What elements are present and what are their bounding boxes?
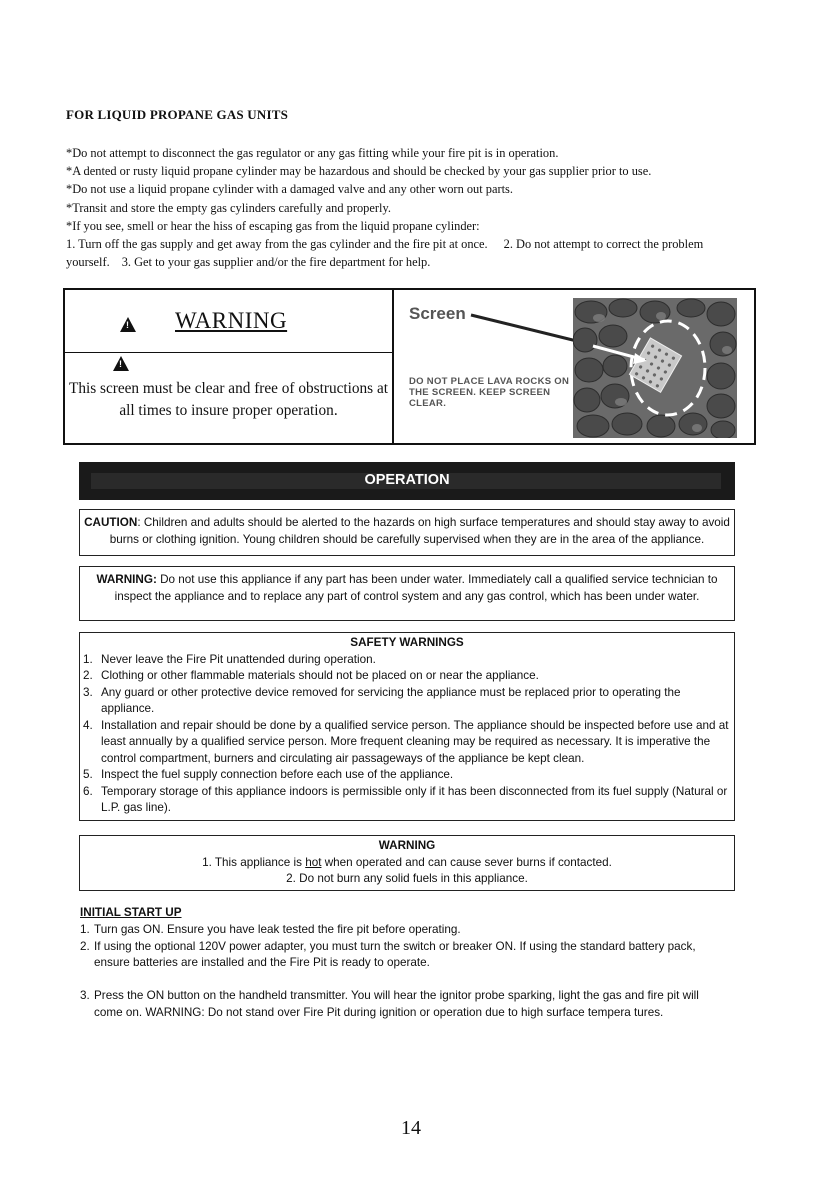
propane-step-3: 3. Get to your gas supplier and/or the fire department for help.	[121, 255, 431, 270]
warning-triangle-icon	[113, 356, 129, 371]
hot-word: hot	[305, 855, 322, 869]
item-number: 2.	[83, 669, 93, 682]
list-item	[80, 939, 720, 972]
propane-heading: FOR LIQUID PROPANE GAS UNITS	[66, 107, 289, 122]
warning-triangle-icon	[120, 317, 136, 332]
page-number: 14	[401, 1117, 421, 1139]
screen-diagram	[393, 290, 754, 443]
step-text: Press the ON button on the handheld transmitter. You will hear the ignitor probe sparking, light the gas and fire pit will come on. WARNING: Do not stand over Fire Pit during ignition or operation due to high surface tempera tures.	[94, 989, 699, 1019]
list-item	[83, 668, 731, 685]
item-text: Installation and repair should be done by a qualified service person. The appliance should be inspected before use and at least annually by a qualified service person. More frequent cleaning may be required as necessary. It is imperative the control compartment, burners and circulating air passageways of the appliance be kept clean.	[101, 718, 729, 765]
water-warning-text: Do not use this appliance if any part has been under water. Immediately call a qualified service technician to inspect the appliance and to replace any part of control system and any gas control, which has been under water.	[114, 573, 718, 603]
propane-line: *A dented or rusty liquid propane cylinder may be hazardous and should be checked by your gas supplier prior to use.	[66, 164, 652, 179]
screen-warning-text-panel	[65, 290, 394, 443]
safety-warnings-list	[83, 652, 731, 817]
list-item	[83, 652, 731, 669]
list-item	[83, 767, 731, 784]
warning-title: WARNING	[175, 308, 288, 333]
caution-box	[79, 509, 735, 556]
propane-line: *Transit and store the empty gas cylinders carefully and properly.	[66, 200, 391, 215]
propane-instructions	[66, 144, 766, 271]
step-number: 2.	[80, 939, 90, 953]
safety-warnings-box	[79, 632, 735, 821]
screen-label: Screen	[409, 304, 466, 323]
step-text: If using the optional 120V power adapter, you must turn the switch or breaker ON. If using the standard battery pack, ensure batteries are installed and the Fire Pit is ready to operate.	[94, 939, 696, 969]
hot-warning-title: WARNING	[378, 839, 436, 852]
step-number: 1.	[80, 923, 90, 936]
list-item	[83, 685, 731, 718]
screen-warning-box	[63, 288, 756, 445]
propane-steps-line	[66, 235, 766, 253]
propane-line: *If you see, smell or hear the hiss of escaping gas from the liquid propane cylinder:	[66, 218, 480, 233]
hot-warning-line-2: 2. Do not burn any solid fuels in this appliance.	[286, 872, 528, 885]
lava-rocks-photo	[573, 298, 737, 438]
propane-line: *Do not attempt to disconnect the gas regulator or any gas fitting while your fire pit is in operation.	[66, 146, 559, 160]
operation-banner	[79, 462, 735, 500]
propane-line: *Do not use a liquid propane cylinder with a damaged valve and any other worn out parts.	[66, 182, 513, 197]
water-warning-label: WARNING:	[96, 573, 157, 586]
caution-text: : Children and adults should be alerted to the hazards on high surface temperatures and should stay away to avoid burns or clothing ignition. Young children should be carefully supervised when they are in the area of the appliance.	[109, 516, 730, 546]
caution-label: CAUTION	[84, 516, 138, 529]
item-text: Temporary storage of this appliance indoors is permissible only if it has been disconnected from its fuel supply (Natural or L.P. gas line).	[101, 784, 728, 814]
warning-title-row	[65, 290, 392, 353]
item-number: 6.	[83, 784, 93, 798]
propane-step-2: 2. Do not attempt to correct the problem	[503, 237, 704, 252]
hot-warning-line-1	[83, 855, 731, 872]
water-warning-box	[79, 566, 735, 621]
step-text: Turn gas ON. Ensure you have leak tested the fire pit before operating.	[94, 923, 461, 936]
propane-steps-line	[66, 253, 766, 271]
screen-warning-text: This screen must be clear and free of obstructions at all times to insure proper operation.	[69, 380, 388, 419]
lava-rocks-caption: DO NOT PLACE LAVA ROCKS ON THE SCREEN. KEEP SCREEN CLEAR.	[409, 376, 570, 409]
item-text: Inspect the fuel supply connection before each use of the appliance.	[101, 768, 454, 781]
list-item	[83, 784, 731, 817]
item-number: 3.	[83, 685, 93, 699]
propane-step-1: 1. Turn off the gas supply and get away from the gas cylinder and the fire pit at once.	[66, 237, 488, 252]
hot-warning-box	[79, 835, 735, 891]
propane-step-2-cont: yourself.	[66, 255, 110, 270]
item-number: 1.	[83, 652, 93, 666]
item-number: 4.	[83, 718, 93, 732]
hot-warning-pre: 1. This appliance is	[202, 855, 306, 869]
list-item	[83, 718, 731, 768]
item-text: Never leave the Fire Pit unattended during operation.	[101, 652, 376, 666]
initial-start-up-heading: INITIAL START UP	[80, 906, 182, 919]
hot-warning-post: when operated and can cause sever burns if contacted.	[321, 855, 612, 869]
step-number: 3.	[80, 989, 90, 1002]
item-text: Clothing or other flammable materials should not be placed on or near the appliance.	[101, 669, 539, 682]
list-item	[80, 922, 720, 939]
safety-warnings-title: SAFETY WARNINGS	[350, 636, 464, 649]
initial-start-up-steps	[80, 922, 720, 1021]
item-text: Any guard or other protective device removed for servicing the appliance must be replaced prior to operating the appliance.	[101, 685, 681, 715]
item-number: 5.	[83, 768, 93, 781]
operation-title: OPERATION	[364, 472, 450, 488]
list-item	[80, 988, 720, 1021]
